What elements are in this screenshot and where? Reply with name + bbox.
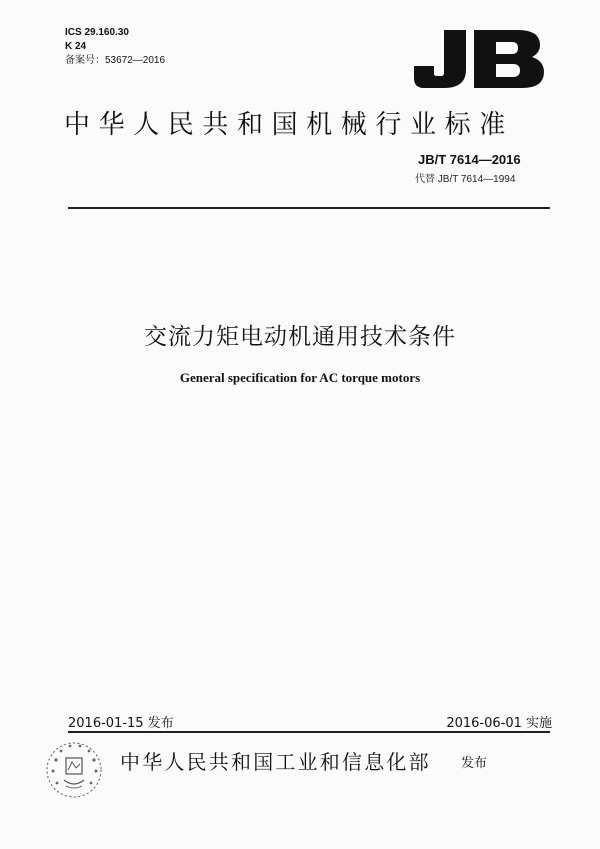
issuer-name: 中华人民共和国工业和信息化部 [120, 750, 431, 774]
ccs-code: K 24 [65, 41, 87, 52]
issuer-suffix: 发布 [461, 756, 488, 771]
implementation-date: 2016-06-01 实施 [446, 716, 552, 731]
filing-number: 备案号：53672—2016 [65, 55, 166, 66]
jb-logo-graphic [414, 28, 550, 90]
classification-block [65, 26, 165, 68]
jb-logo [414, 28, 550, 90]
ics-code: ICS 29.160.30 [65, 27, 129, 38]
replaces-standard: 代替 JB/T 7614—1994 [415, 174, 516, 185]
bottom-divider [68, 731, 550, 733]
ministry-seal-icon [44, 740, 104, 800]
top-divider [68, 207, 550, 209]
title-english: General specification for AC torque motors [179, 370, 421, 385]
standard-number-text: JB/T 7614—2016 [418, 152, 521, 167]
standard-number [418, 152, 521, 167]
title-chinese: 交流力矩电动机通用技术条件 [144, 324, 456, 350]
org-title: 中华人民共和国机械行业标准 [64, 110, 514, 140]
issue-date: 2016-01-15 发布 [68, 716, 174, 731]
